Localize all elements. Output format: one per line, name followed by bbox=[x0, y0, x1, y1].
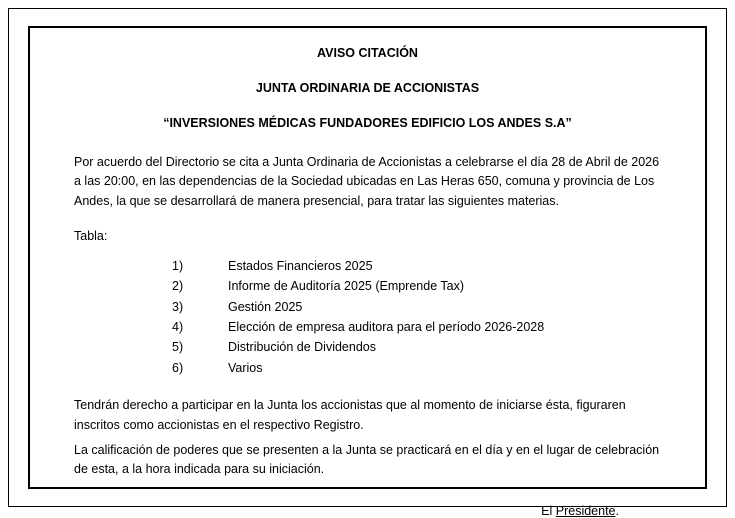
list-item-label: Gestión 2025 bbox=[228, 299, 303, 314]
signature-line bbox=[74, 504, 661, 518]
heading-aviso-citacion: AVISO CITACIÓN bbox=[317, 46, 418, 60]
paragraph-derecho-participar: Tendrán derecho a participar en la Junta los accionistas que al momento de iniciarse ésta, figuraren inscritos como accionistas en el respectivo Registro. bbox=[74, 398, 626, 432]
notice-content bbox=[30, 28, 705, 518]
list-item-label: Varios bbox=[228, 360, 263, 375]
signature-suffix: . bbox=[615, 503, 619, 518]
list-item-number: 5) bbox=[172, 340, 184, 355]
list-item-label: Estados Financieros 2025 bbox=[228, 258, 373, 273]
list-item bbox=[74, 337, 661, 357]
list-item bbox=[74, 276, 661, 296]
list-item-number: 6) bbox=[172, 360, 184, 375]
list-item-label: Distribución de Dividendos bbox=[228, 340, 376, 355]
list-item-label: Elección de empresa auditora para el período 2026-2028 bbox=[228, 320, 545, 334]
paragraph-convocatoria: Por acuerdo del Directorio se cita a Junta Ordinaria de Accionistas a celebrarse el día 28 de Abril de 2026 a las 20:00, en las dependencias de la Sociedad ubicadas en Las Heras 650, comuna y provincia de Los Andes, la que se desarrollará de manera presencial, para tratar las siguientes materias. bbox=[74, 155, 660, 208]
agenda-list bbox=[74, 256, 661, 378]
list-item-number: 4) bbox=[172, 320, 184, 334]
list-item-number: 2) bbox=[172, 279, 184, 294]
list-item-label: Informe de Auditoría 2025 (Emprende Tax) bbox=[228, 279, 465, 294]
notice-frame bbox=[28, 26, 707, 518]
signature-title: Presidente bbox=[555, 503, 616, 518]
list-item bbox=[74, 317, 661, 337]
label-tabla: Tabla: bbox=[74, 229, 108, 244]
list-item bbox=[74, 358, 661, 378]
list-item-number: 3) bbox=[172, 299, 184, 314]
list-item bbox=[74, 297, 661, 317]
list-item bbox=[74, 256, 661, 276]
list-item-number: 1) bbox=[172, 258, 184, 273]
signature-prefix: El bbox=[541, 503, 556, 518]
paragraph-calificacion-poderes: La calificación de poderes que se presenten a la Junta se practicará en el día y en el lugar de celebración de esta, a la hora indicada para su iniciación. bbox=[74, 442, 660, 477]
heading-company-name: “INVERSIONES MÉDICAS FUNDADORES EDIFICIO LOS ANDES S.A” bbox=[163, 116, 572, 130]
heading-junta-ordinaria: JUNTA ORDINARIA DE ACCIONISTAS bbox=[255, 81, 480, 95]
